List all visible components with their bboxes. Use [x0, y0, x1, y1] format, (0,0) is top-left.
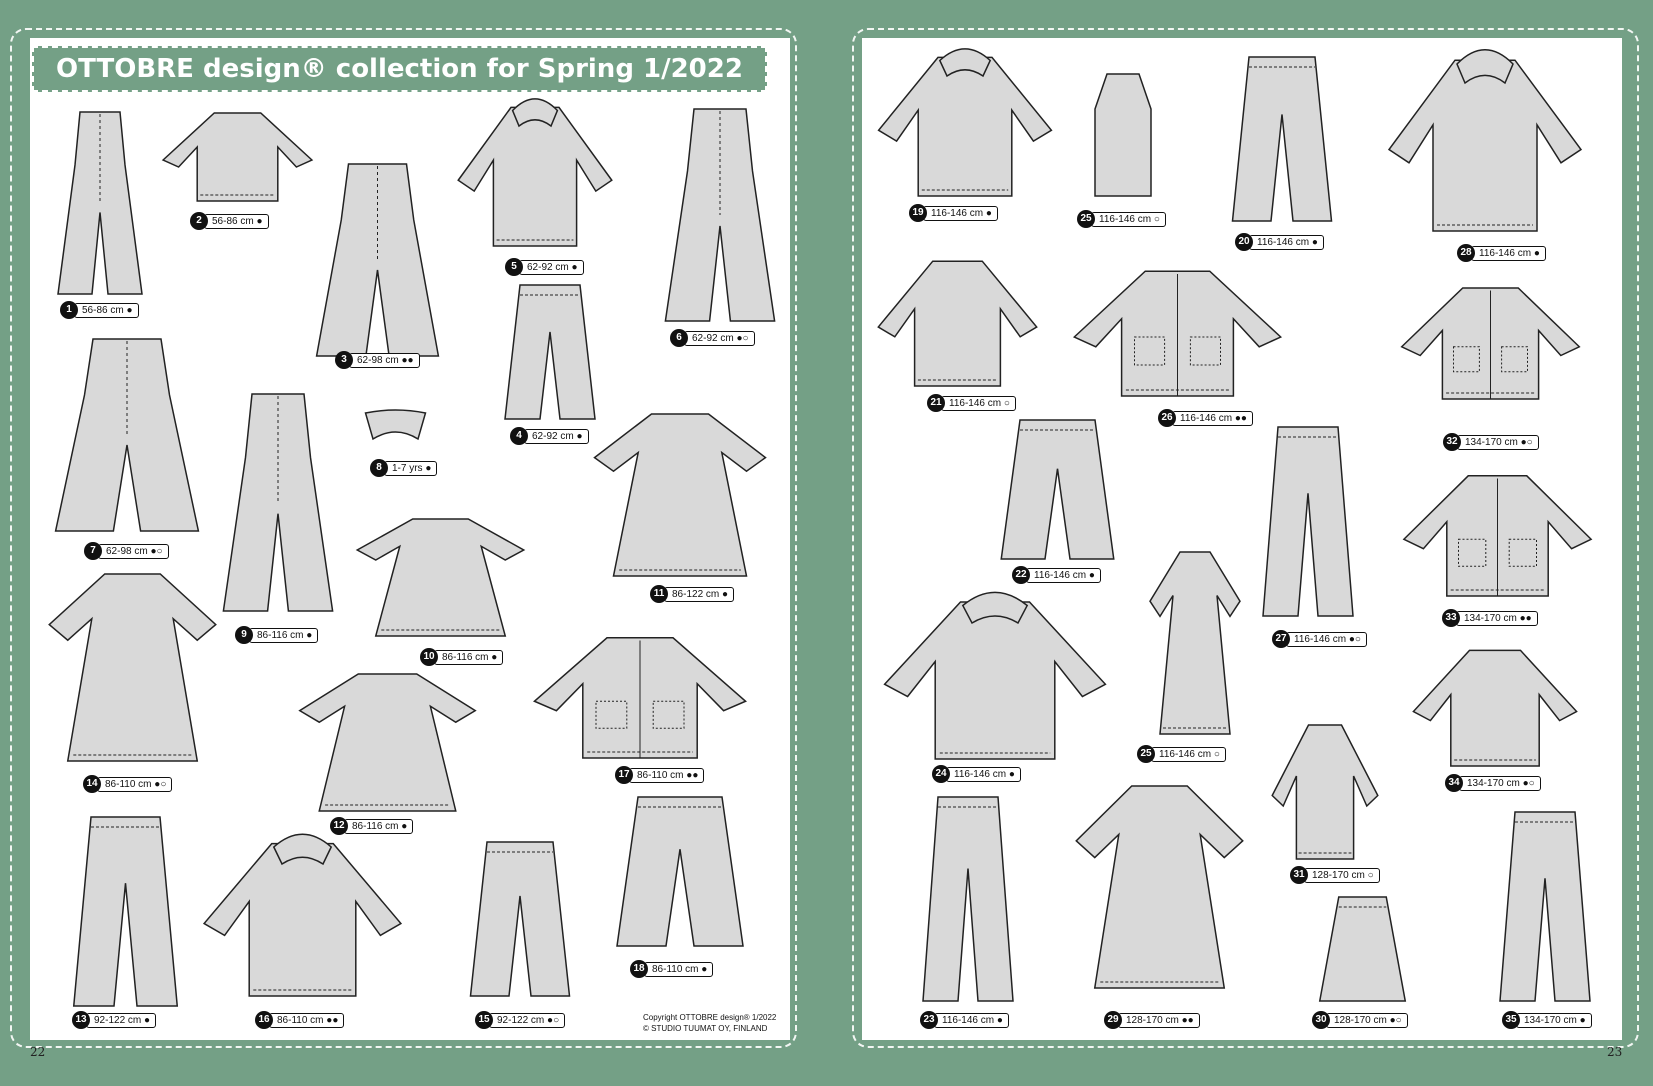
size-range: 134-170 cm ●○ [1457, 435, 1539, 450]
overalls-illustration [50, 108, 150, 298]
size-range: 116-146 cm ● [946, 767, 1021, 782]
jumpsuit-illustration [213, 390, 343, 615]
item-number: 32 [1443, 433, 1461, 451]
size-range: 86-110 cm ●○ [97, 777, 172, 792]
item-label [909, 205, 998, 221]
item-number: 16 [255, 1011, 273, 1029]
jacket-illustration [1400, 465, 1595, 600]
size-range: 86-110 cm ●● [269, 1013, 344, 1028]
shirt-illustration [1410, 640, 1580, 770]
item-number: 19 [909, 204, 927, 222]
size-range: 86-122 cm ● [664, 587, 734, 602]
item-number: 17 [615, 766, 633, 784]
collection-title: OTTOBRE design® collection for Spring 1/2022 [32, 46, 767, 92]
item-label [475, 1012, 565, 1028]
size-range: 62-92 cm ●○ [684, 331, 755, 346]
size-range: 134-170 cm ● [1516, 1013, 1592, 1028]
size-range: 128-170 cm ○ [1304, 868, 1380, 883]
item-label [255, 1012, 344, 1028]
item-number: 25 [1137, 745, 1155, 763]
pants-illustration [68, 815, 183, 1010]
item-number: 12 [330, 817, 348, 835]
size-range: 92-122 cm ● [86, 1013, 156, 1028]
item-number: 29 [1104, 1011, 1122, 1029]
size-range: 62-98 cm ●● [349, 353, 420, 368]
tank-top-illustration [1083, 70, 1163, 200]
size-range: 116-146 cm ● [1471, 246, 1546, 261]
romper-illustration [305, 160, 450, 360]
size-range: 86-110 cm ●● [629, 768, 704, 783]
item-label [72, 1012, 156, 1028]
size-range: 116-146 cm ○ [1151, 747, 1226, 762]
item-label [1442, 610, 1538, 626]
item-number: 34 [1445, 774, 1463, 792]
hooded-dress-illustration [40, 570, 225, 765]
page-number-left: 22 [30, 1045, 46, 1059]
item-label [932, 766, 1021, 782]
tee-illustration [1270, 713, 1380, 863]
item-label [1012, 567, 1101, 583]
jeans-illustration [1258, 425, 1358, 620]
size-range: 86-116 cm ● [344, 819, 413, 834]
item-label [83, 776, 172, 792]
shirt-illustration [875, 250, 1040, 390]
item-label [1290, 867, 1380, 883]
pants-illustration [465, 840, 575, 1000]
item-label [84, 543, 169, 559]
item-label [1312, 1012, 1408, 1028]
hoodie-illustration [1385, 45, 1585, 235]
item-number: 33 [1442, 609, 1460, 627]
item-label [1272, 631, 1367, 647]
size-range: 86-110 cm ● [644, 962, 713, 977]
size-range: 56-86 cm ● [204, 214, 269, 229]
item-label [1457, 245, 1546, 261]
dress-illustration [1145, 548, 1245, 738]
blouse-illustration [348, 515, 533, 640]
item-label [650, 586, 734, 602]
hoodie-illustration [455, 95, 615, 250]
item-number: 1 [60, 301, 78, 319]
item-label [235, 627, 318, 643]
size-range: 116-146 cm ● [1249, 235, 1324, 250]
item-label [1158, 410, 1253, 426]
size-range: 128-170 cm ●● [1118, 1013, 1200, 1028]
item-label [670, 330, 755, 346]
item-number: 30 [1312, 1011, 1330, 1029]
button-shirt-illustration [1398, 278, 1583, 403]
size-range: 134-170 cm ●● [1456, 611, 1538, 626]
item-label [335, 352, 420, 368]
item-number: 20 [1235, 233, 1253, 251]
item-label [1137, 746, 1226, 762]
item-label [1443, 434, 1539, 450]
size-range: 128-170 cm ●○ [1326, 1013, 1408, 1028]
pants-illustration [500, 283, 600, 423]
item-label [1502, 1012, 1592, 1028]
shirt-illustration [160, 105, 315, 205]
size-range: 116-146 cm ○ [1091, 212, 1166, 227]
pants-illustration [1495, 810, 1595, 1005]
size-range: 56-86 cm ● [74, 303, 139, 318]
collar-illustration [358, 405, 433, 445]
item-number: 3 [335, 351, 353, 369]
copyright-note [643, 1012, 776, 1034]
item-number: 28 [1457, 244, 1475, 262]
size-range: 116-146 cm ○ [941, 396, 1016, 411]
trousers-illustration [995, 418, 1120, 563]
item-number: 11 [650, 585, 668, 603]
skirt-illustration [1315, 895, 1410, 1005]
item-label [420, 649, 503, 665]
size-range: 92-122 cm ●○ [489, 1013, 565, 1028]
item-number: 6 [670, 329, 688, 347]
anorak-illustration [200, 830, 405, 1000]
item-label [615, 767, 704, 783]
dress-illustration [585, 410, 775, 580]
item-number: 15 [475, 1011, 493, 1029]
item-label [60, 302, 139, 318]
item-label [1235, 234, 1324, 250]
item-number: 25 [1077, 210, 1095, 228]
dungarees-illustration [655, 105, 785, 325]
item-number: 8 [370, 459, 388, 477]
item-number: 7 [84, 542, 102, 560]
item-label [510, 428, 589, 444]
size-range: 116-146 cm ●● [1172, 411, 1253, 426]
hoodie-illustration [880, 588, 1110, 763]
item-number: 23 [920, 1011, 938, 1029]
size-range: 116-146 cm ● [923, 206, 998, 221]
item-number: 35 [1502, 1011, 1520, 1029]
size-range: 116-146 cm ● [1026, 568, 1101, 583]
size-range: 86-116 cm ● [434, 650, 503, 665]
pants-illustration [610, 795, 750, 950]
item-number: 27 [1272, 630, 1290, 648]
dress-illustration [1067, 782, 1252, 992]
item-number: 9 [235, 626, 253, 644]
item-number: 18 [630, 960, 648, 978]
size-range: 1-7 yrs ● [384, 461, 437, 476]
size-range: 134-170 cm ●○ [1459, 776, 1541, 791]
size-range: 86-116 cm ● [249, 628, 318, 643]
size-range: 62-98 cm ●○ [98, 544, 169, 559]
copyright-line: Copyright OTTOBRE design® 1/2022 [643, 1013, 777, 1022]
item-number: 2 [190, 212, 208, 230]
item-label [927, 395, 1016, 411]
tunic-illustration [290, 670, 485, 815]
page-number-right: 23 [1607, 1045, 1623, 1059]
item-label [1445, 775, 1541, 791]
item-label [370, 460, 437, 476]
hoodie-illustration [875, 45, 1055, 200]
size-range: 62-92 cm ● [519, 260, 584, 275]
item-number: 5 [505, 258, 523, 276]
item-number: 31 [1290, 866, 1308, 884]
item-label [630, 961, 713, 977]
item-label [1077, 211, 1166, 227]
studio-line: © STUDIO TUUMAT OY, FINLAND [643, 1024, 768, 1033]
pants-illustration [918, 795, 1018, 1005]
item-label [190, 213, 269, 229]
item-label [1104, 1012, 1200, 1028]
item-label [505, 259, 584, 275]
item-number: 22 [1012, 566, 1030, 584]
item-number: 24 [932, 765, 950, 783]
jacket-illustration [1070, 260, 1285, 400]
jacket-illustration [530, 627, 750, 762]
item-label [920, 1012, 1009, 1028]
item-number: 21 [927, 394, 945, 412]
item-number: 10 [420, 648, 438, 666]
size-range: 116-146 cm ● [934, 1013, 1009, 1028]
pants-illustration [1227, 55, 1337, 225]
item-number: 26 [1158, 409, 1176, 427]
item-number: 4 [510, 427, 528, 445]
item-number: 14 [83, 775, 101, 793]
size-range: 116-146 cm ●○ [1286, 632, 1367, 647]
jumpsuit-illustration [42, 335, 212, 535]
size-range: 62-92 cm ● [524, 429, 589, 444]
item-number: 13 [72, 1011, 90, 1029]
